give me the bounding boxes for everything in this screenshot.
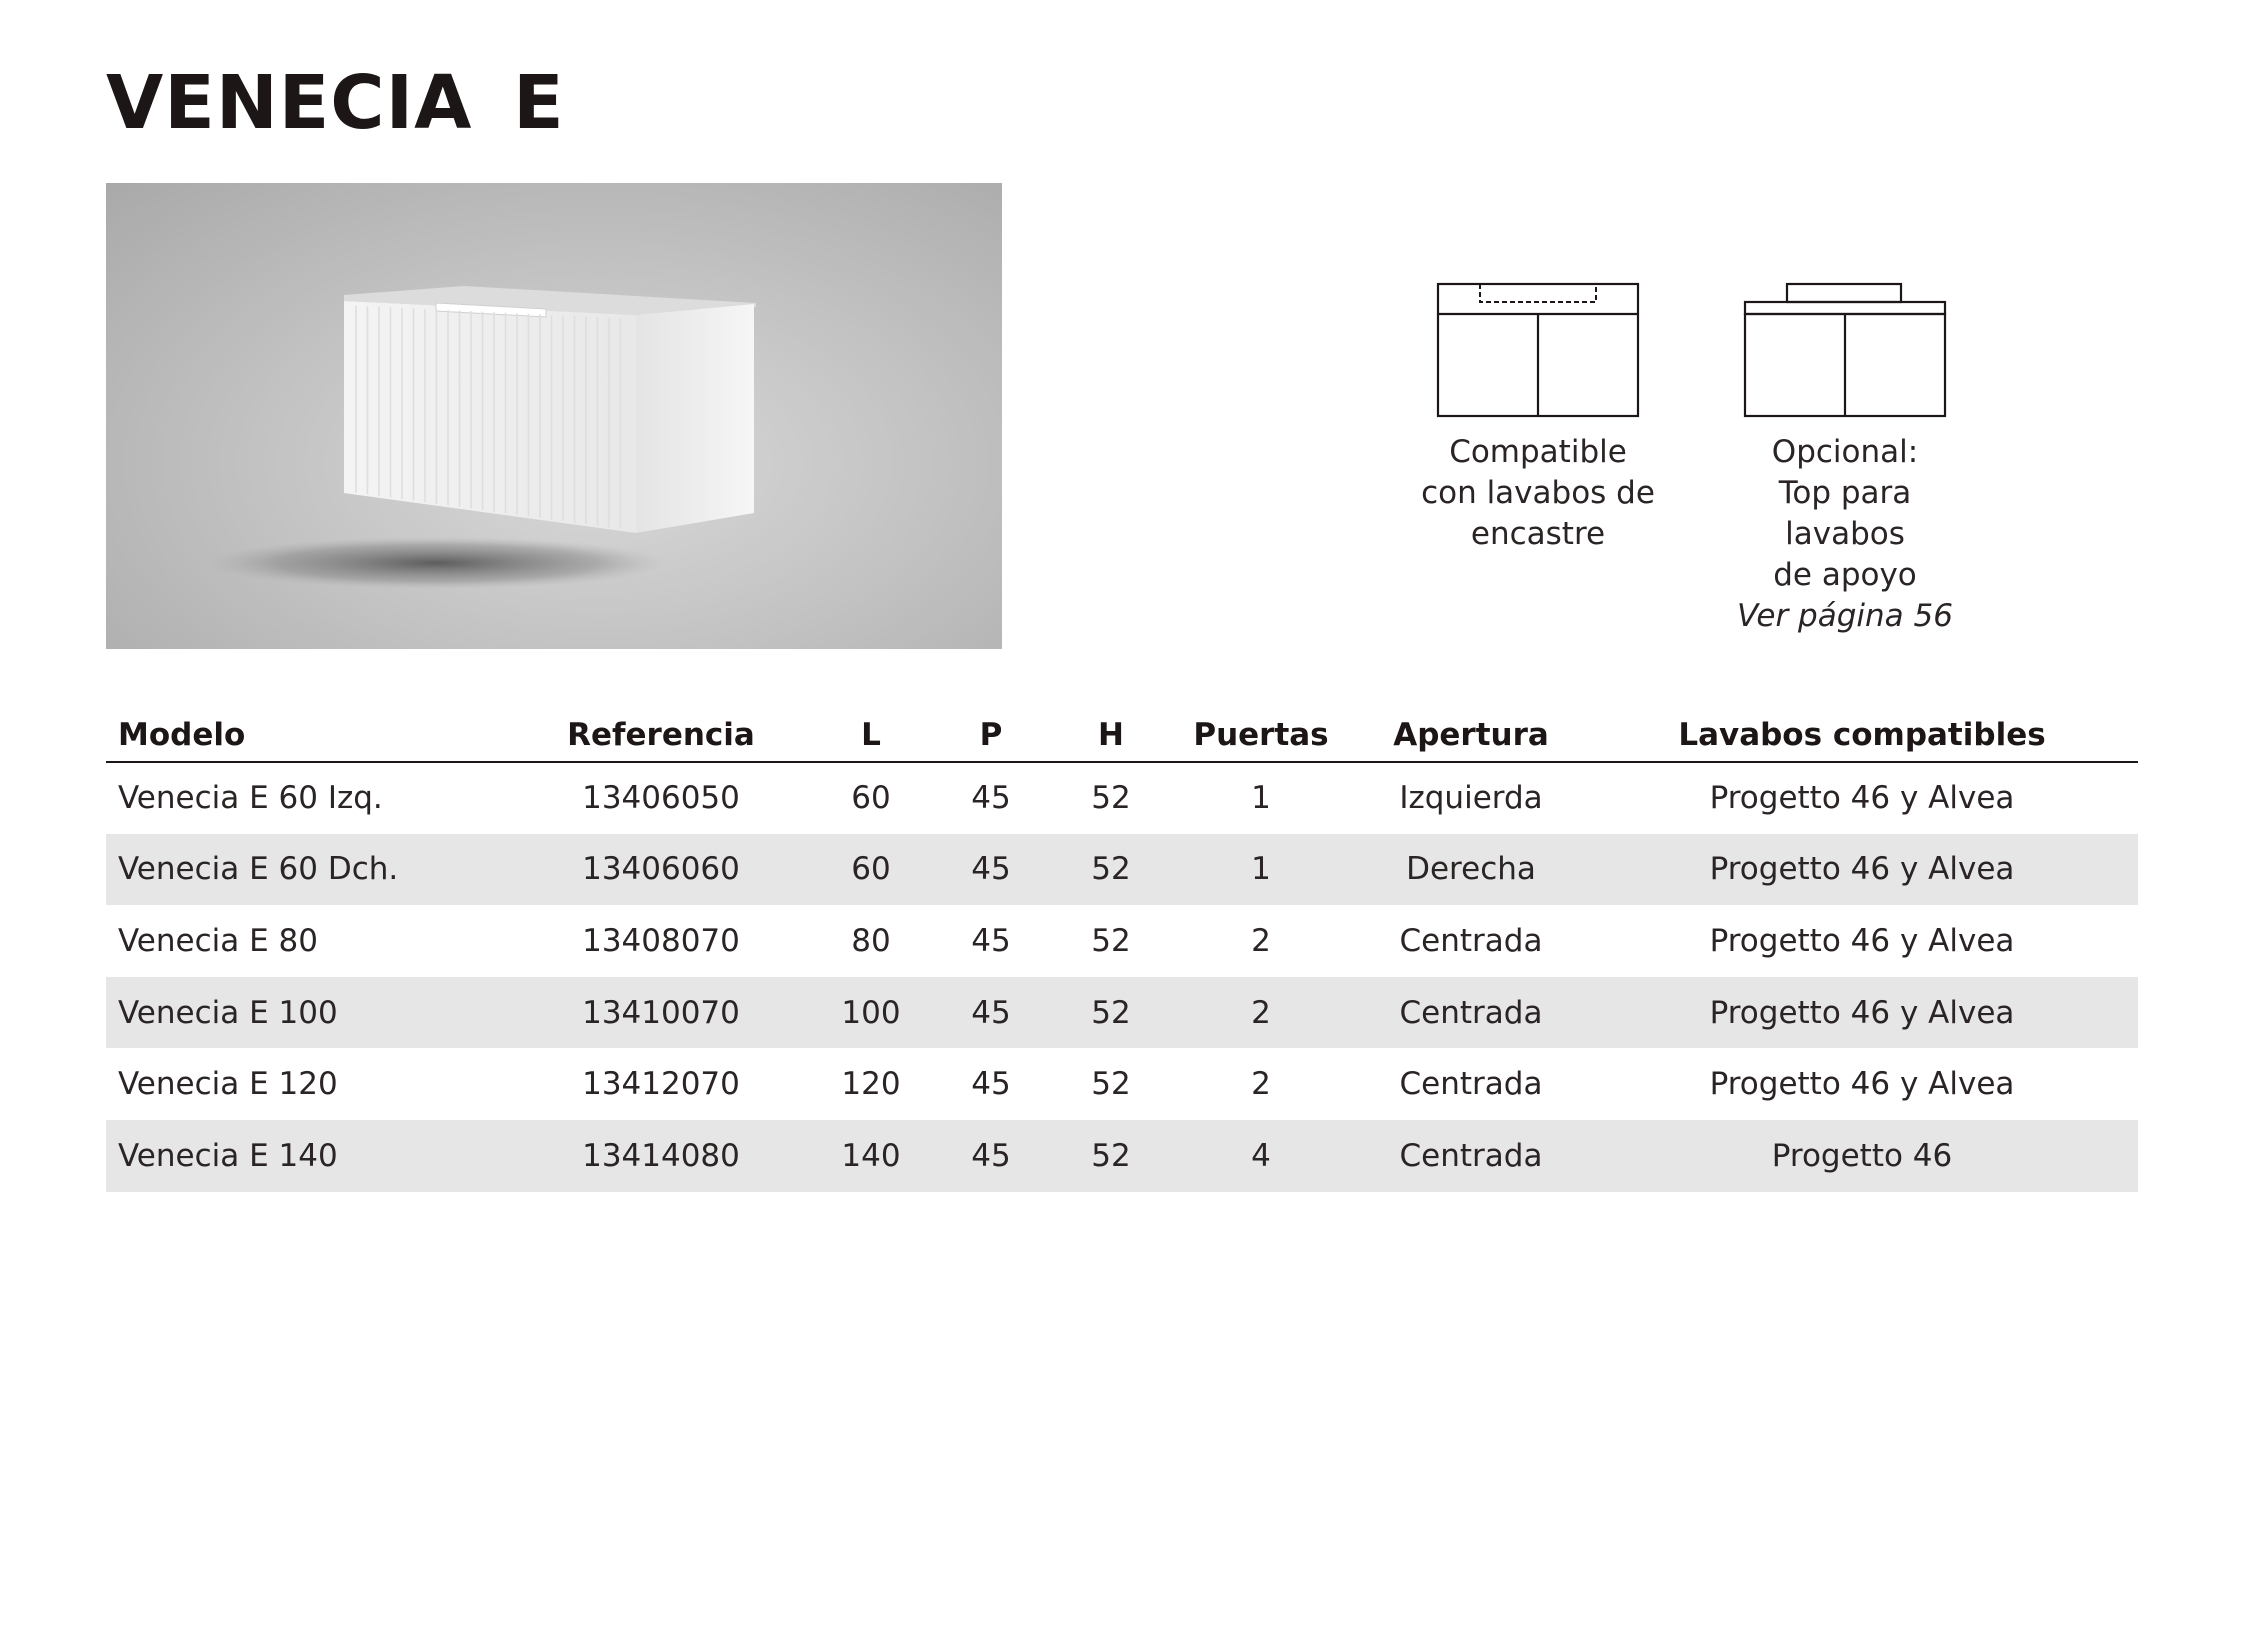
table-row bbox=[106, 834, 2138, 906]
table-row bbox=[106, 977, 2138, 1049]
page-title: VENECIA E bbox=[106, 60, 565, 146]
table-cell: Progetto 46 y Alvea bbox=[1709, 922, 2015, 959]
table-cell: Centrada bbox=[1399, 1066, 1543, 1103]
table-cell: Venecia E 60 Dch. bbox=[106, 834, 506, 906]
column-header: P bbox=[926, 700, 1056, 762]
icon-caption bbox=[1408, 432, 1668, 555]
column-header: Apertura bbox=[1356, 700, 1586, 762]
table-cell: 45 bbox=[971, 780, 1011, 817]
table-cell: 1 bbox=[1166, 834, 1356, 906]
inset-basin-diagram-icon bbox=[1436, 282, 1640, 418]
column-header: L bbox=[816, 700, 926, 762]
table-cell: 52 bbox=[1091, 780, 1131, 817]
table-cell: 60 bbox=[851, 780, 891, 817]
table-cell: 52 bbox=[1091, 922, 1131, 959]
product-image bbox=[106, 183, 1002, 649]
table-cell: Centrada bbox=[1399, 922, 1543, 959]
page-reference: Ver página 56 bbox=[1737, 598, 1953, 634]
table-cell: 2 bbox=[1251, 1066, 1271, 1103]
table-cell: 52 bbox=[1056, 977, 1166, 1049]
caption-line: de apoyo bbox=[1773, 557, 1917, 593]
icon-caption bbox=[1715, 432, 1975, 637]
table-cell: 45 bbox=[926, 1120, 1056, 1192]
caption-line: Compatible bbox=[1449, 434, 1627, 470]
table-cell: 1 bbox=[1251, 780, 1271, 817]
table-cell: Derecha bbox=[1356, 834, 1586, 906]
table-row bbox=[106, 1048, 2138, 1120]
table-cell: 2 bbox=[1251, 922, 1271, 959]
table-cell: Progetto 46 y Alvea bbox=[1586, 977, 2138, 1049]
table-cell: 2 bbox=[1166, 977, 1356, 1049]
icon-block-countertop bbox=[1715, 282, 1975, 637]
table-row bbox=[106, 1120, 2138, 1192]
table-cell: 13406060 bbox=[506, 834, 816, 906]
table-cell: Venecia E 120 bbox=[118, 1066, 338, 1103]
table-cell: 13408070 bbox=[582, 922, 740, 959]
countertop-basin-diagram-icon bbox=[1743, 282, 1947, 418]
table-cell: Progetto 46 y Alvea bbox=[1709, 780, 2015, 817]
table-cell: 45 bbox=[971, 1066, 1011, 1103]
table-header-row bbox=[106, 700, 2138, 762]
caption-line: Opcional: bbox=[1771, 434, 1919, 470]
table-cell: Centrada bbox=[1356, 1120, 1586, 1192]
table-cell: 45 bbox=[971, 922, 1011, 959]
column-header: Referencia bbox=[506, 700, 816, 762]
column-header: H bbox=[1056, 700, 1166, 762]
column-header: Puertas bbox=[1166, 700, 1356, 762]
column-header: Lavabos compatibles bbox=[1586, 700, 2138, 762]
table-cell: Centrada bbox=[1356, 977, 1586, 1049]
table-cell: 80 bbox=[851, 922, 891, 959]
table-cell: Venecia E 140 bbox=[106, 1120, 506, 1192]
table-cell: 52 bbox=[1056, 1120, 1166, 1192]
table-cell: 13410070 bbox=[506, 977, 816, 1049]
table-cell: Venecia E 100 bbox=[106, 977, 506, 1049]
table-row bbox=[106, 905, 2138, 977]
icon-block-inset bbox=[1408, 282, 1668, 555]
product-table bbox=[106, 700, 2138, 1192]
table-cell: 13414080 bbox=[506, 1120, 816, 1192]
table-cell: 13412070 bbox=[582, 1066, 740, 1103]
caption-line: encastre bbox=[1470, 516, 1606, 552]
table-cell: 140 bbox=[816, 1120, 926, 1192]
table-cell: 45 bbox=[926, 977, 1056, 1049]
table-cell: Izquierda bbox=[1399, 780, 1543, 817]
table-cell: Progetto 46 bbox=[1586, 1120, 2138, 1192]
table-cell: 120 bbox=[841, 1066, 901, 1103]
table-cell: 45 bbox=[926, 834, 1056, 906]
column-header: Modelo bbox=[106, 700, 506, 762]
table-cell: Venecia E 60 Izq. bbox=[118, 780, 383, 817]
caption-line: Top para lavabos bbox=[1778, 475, 1912, 552]
caption-line: con lavabos de bbox=[1421, 475, 1655, 511]
table-cell: 52 bbox=[1091, 1066, 1131, 1103]
table-cell: Progetto 46 y Alvea bbox=[1586, 834, 2138, 906]
table-cell: 100 bbox=[816, 977, 926, 1049]
table-cell: 60 bbox=[816, 834, 926, 906]
table-cell: 13406050 bbox=[582, 780, 740, 817]
table-cell: Venecia E 80 bbox=[118, 922, 318, 959]
table-row bbox=[106, 762, 2138, 834]
table-cell: Progetto 46 y Alvea bbox=[1709, 1066, 2015, 1103]
table-cell: 52 bbox=[1056, 834, 1166, 906]
table-cell: 4 bbox=[1166, 1120, 1356, 1192]
